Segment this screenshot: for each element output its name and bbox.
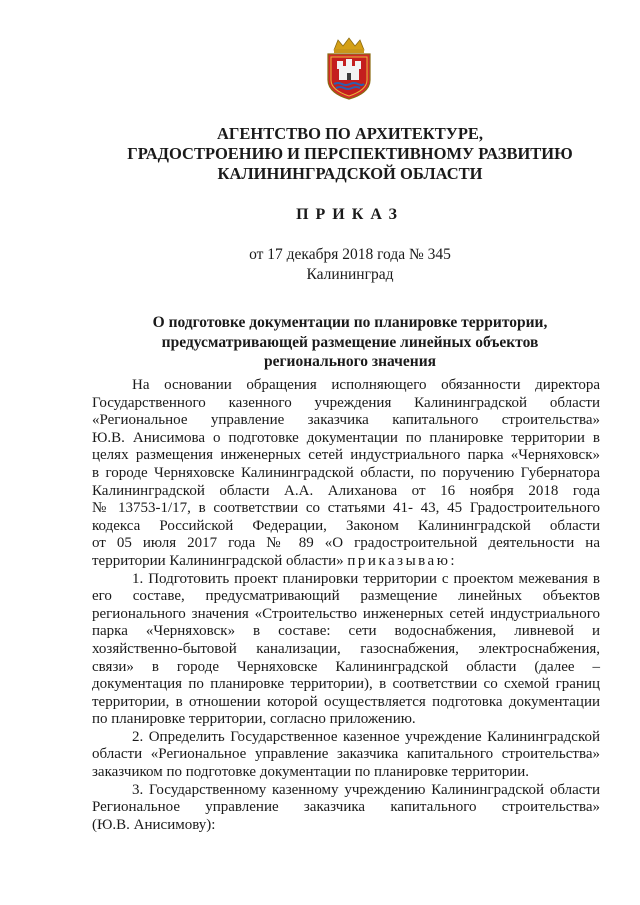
body-line: связи» в городе Черняховске Калининградской области (далее – — [92, 658, 600, 675]
body-line — [92, 553, 600, 571]
body-line: 3. Государственному казенному учреждению Калининградской области — [132, 781, 600, 798]
body-line: кодекса Российской Федерации, Законом Калининградской области — [92, 517, 600, 534]
subject-line: О подготовке документации по планировке территории, — [152, 314, 548, 331]
agency-line: АГЕНТСТВО ПО АРХИТЕКТУРЕ, — [216, 124, 484, 143]
body-line: «Региональное управление заказчика капитального строительства» — [92, 412, 600, 429]
document-body — [92, 377, 600, 834]
date-number: от 17 декабря 2018 года № 345 — [249, 246, 451, 263]
body-line: документация по планировке территории), в соответствии со схемой границ — [92, 676, 600, 693]
body-line: по планировке территории, согласно приложению. — [92, 711, 416, 728]
body-line: целях размещения инженерных сетей индустриального парка «Черняховск» — [92, 447, 600, 464]
agency-name — [60, 124, 640, 184]
body-line: (Ю.В. Анисимову): — [92, 816, 216, 833]
body-line: 1. Подготовить проект планировки территории с проектом межевания в — [132, 570, 600, 587]
body-line: регионального значения «Строительство инженерных сетей индустриального — [92, 605, 600, 622]
body-line: заказчиком по подготовке документации по планировке территории. — [92, 764, 530, 781]
body-line: № 13753-1/17, в соответствии со статьями 41- 43, 45 Градостроительного — [92, 500, 600, 517]
body-text: территории Калининградской области» — [92, 552, 344, 569]
body-line: его составе, предусматривающий размещение линейных объектов — [92, 588, 600, 605]
document-subject — [60, 313, 640, 372]
date-block — [60, 245, 640, 285]
coat-of-arms-icon — [322, 36, 376, 100]
body-line: Ю.В. Анисимова о подготовке документации по планировке территории в — [92, 429, 600, 446]
body-line: области «Региональное управление заказчика капитального строительства» — [92, 746, 600, 763]
city: Калининград — [306, 266, 394, 283]
body-line: в городе Черняховске Калининградской области, по поручению Губернатора — [92, 464, 600, 481]
body-line: хозяйственно-бытовой канализации, газоснабжения, электроснабжения, — [92, 640, 600, 657]
document-type: ПРИКАЗ — [296, 206, 404, 223]
subject-line: регионального значения — [263, 353, 437, 370]
body-line: 2. Определить Государственное казенное учреждение Калининградской — [132, 728, 600, 745]
body-line: от 05 июля 2017 года № 89 «О градостроительной деятельности на — [92, 535, 600, 552]
agency-line: ГРАДОСТРОЕНИЮ И ПЕРСПЕКТИВНОМУ РАЗВИТИЮ — [127, 144, 573, 163]
body-line: Калининградской области А.А. Алиханова от 16 ноября 2018 года — [92, 482, 600, 499]
subject-line: предусматривающей размещение линейных объектов — [161, 333, 539, 351]
body-line: территории, в отношении которой осуществляется подготовка документации — [92, 693, 600, 710]
body-line: Региональное управление заказчика капитального строительства» — [92, 799, 600, 816]
body-line: парка «Черняховск» в составе: сети водоснабжения, ливневой и — [92, 623, 600, 640]
body-line: Государственного казенного учреждения Калининградской области — [92, 394, 600, 411]
body-line: На основании обращения исполняющего обязанности директора — [132, 377, 600, 393]
order-word: приказываю: — [347, 552, 458, 569]
agency-line: КАЛИНИНГРАДСКОЙ ОБЛАСТИ — [217, 164, 483, 183]
